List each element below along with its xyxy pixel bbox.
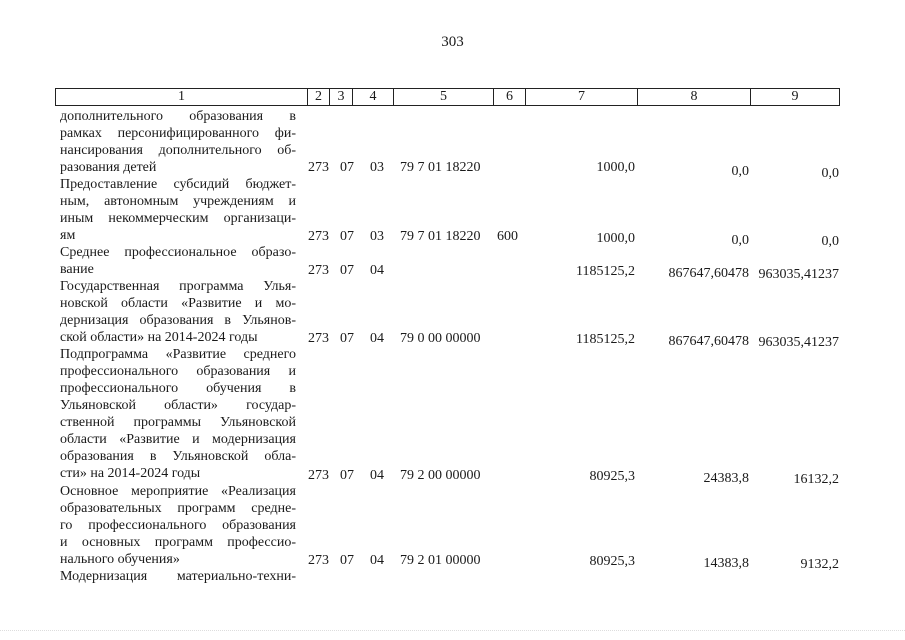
description-line: ным, автономным учреждениям и: [60, 194, 296, 209]
description-line: дернизация образования в Ульянов-: [60, 313, 296, 328]
description-line: области «Развитие и модернизация: [60, 432, 296, 447]
table-row-description: [60, 346, 296, 482]
table-header: [55, 88, 840, 106]
scan-edge-specks: [0, 630, 905, 635]
col-header-3: 3: [329, 89, 352, 105]
cell-amount-8: 0,0: [731, 233, 749, 248]
cell-amount-8: 0,0: [731, 164, 749, 179]
cell-amount-7: 1185125,2: [576, 332, 635, 347]
cell-section-code: 07: [340, 553, 354, 568]
cell-section-code: 07: [340, 160, 354, 175]
col-header-8: 8: [637, 89, 750, 105]
cell-expense-type: 600: [497, 229, 518, 244]
cell-target-article: 79 0 00 00000: [400, 331, 481, 346]
table-row-description: [60, 108, 296, 176]
description-line: Государственная программа Улья-: [60, 279, 296, 294]
cell-amount-7: 80925,3: [589, 554, 635, 569]
cell-ministry-code: 273: [308, 263, 329, 278]
cell-section-code: 07: [340, 263, 354, 278]
cell-subsection-code: 03: [370, 229, 384, 244]
cell-amount-9: 0,0: [821, 166, 839, 181]
description-line: нального обучения»: [60, 552, 180, 567]
description-line: образования в Ульяновской обла-: [60, 449, 296, 464]
cell-amount-9: 16132,2: [793, 472, 839, 487]
cell-amount-7: 1000,0: [596, 160, 635, 175]
description-line: нансирования дополнительного об-: [60, 143, 296, 158]
cell-subsection-code: 03: [370, 160, 384, 175]
description-line: профессионального образования и: [60, 364, 296, 379]
col-header-5: 5: [393, 89, 493, 105]
description-line: Среднее профессиональное образо-: [60, 245, 296, 260]
col-header-9: 9: [750, 89, 839, 105]
cell-ministry-code: 273: [308, 160, 329, 175]
cell-amount-8: 24383,8: [703, 471, 749, 486]
description-line: ственной программы Ульяновской: [60, 415, 296, 430]
cell-ministry-code: 273: [308, 331, 329, 346]
cell-section-code: 07: [340, 468, 354, 483]
col-header-6: 6: [493, 89, 525, 105]
cell-target-article: 79 2 00 00000: [400, 468, 481, 483]
cell-section-code: 07: [340, 229, 354, 244]
cell-subsection-code: 04: [370, 331, 384, 346]
description-line: сти» на 2014-2024 годы: [60, 466, 201, 481]
description-line: Модернизация материально-техни-: [60, 569, 296, 584]
description-line: иным некоммерческим организаци-: [60, 211, 296, 226]
description-line: профессионального обучения в: [60, 381, 296, 396]
cell-amount-9: 963035,41237: [758, 335, 839, 350]
description-line: новской области «Развитие и мо-: [60, 296, 296, 311]
description-line: ям: [60, 228, 76, 243]
cell-ministry-code: 273: [308, 468, 329, 483]
description-line: и основных программ профессио-: [60, 535, 296, 550]
table-row-description: [60, 483, 296, 568]
description-line: го профессионального образования: [60, 518, 296, 533]
cell-target-article: 79 7 01 18220: [400, 229, 481, 244]
description-line: образовательных программ средне-: [60, 501, 296, 516]
cell-amount-7: 80925,3: [589, 469, 635, 484]
cell-target-article: 79 2 01 00000: [400, 553, 481, 568]
description-line: ской области» на 2014-2024 годы: [60, 330, 258, 345]
description-line: дополнительного образования в: [60, 109, 296, 124]
table-row-description: [60, 176, 296, 244]
cell-subsection-code: 04: [370, 263, 384, 278]
col-header-2: 2: [307, 89, 329, 105]
col-header-1: 1: [178, 89, 185, 104]
description-line: вание: [60, 262, 94, 277]
cell-amount-7: 1185125,2: [576, 264, 635, 279]
cell-amount-8: 867647,60478: [668, 266, 749, 281]
cell-amount-9: 9132,2: [800, 557, 839, 572]
description-line: рамках персонифицированного фи-: [60, 126, 296, 141]
cell-ministry-code: 273: [308, 229, 329, 244]
col-header-7: 7: [525, 89, 637, 105]
cell-amount-9: 0,0: [821, 234, 839, 249]
table-row-description: [60, 568, 296, 585]
cell-amount-9: 963035,41237: [758, 267, 839, 282]
cell-amount-8: 14383,8: [703, 556, 749, 571]
cell-ministry-code: 273: [308, 553, 329, 568]
description-line: Основное мероприятие «Реализация: [60, 484, 296, 499]
table-row-description: [60, 244, 296, 278]
description-line: Ульяновской области» государ-: [60, 398, 296, 413]
cell-amount-7: 1000,0: [596, 231, 635, 246]
description-line: Подпрограмма «Развитие среднего: [60, 347, 296, 362]
cell-section-code: 07: [340, 331, 354, 346]
cell-subsection-code: 04: [370, 553, 384, 568]
description-line: разования детей: [60, 160, 157, 175]
cell-subsection-code: 04: [370, 468, 384, 483]
description-line: Предоставление субсидий бюджет-: [60, 177, 296, 192]
page-number: 303: [441, 34, 464, 50]
cell-amount-8: 867647,60478: [668, 334, 749, 349]
table-row-description: [60, 278, 296, 346]
col-header-4: 4: [352, 89, 393, 105]
cell-target-article: 79 7 01 18220: [400, 160, 481, 175]
